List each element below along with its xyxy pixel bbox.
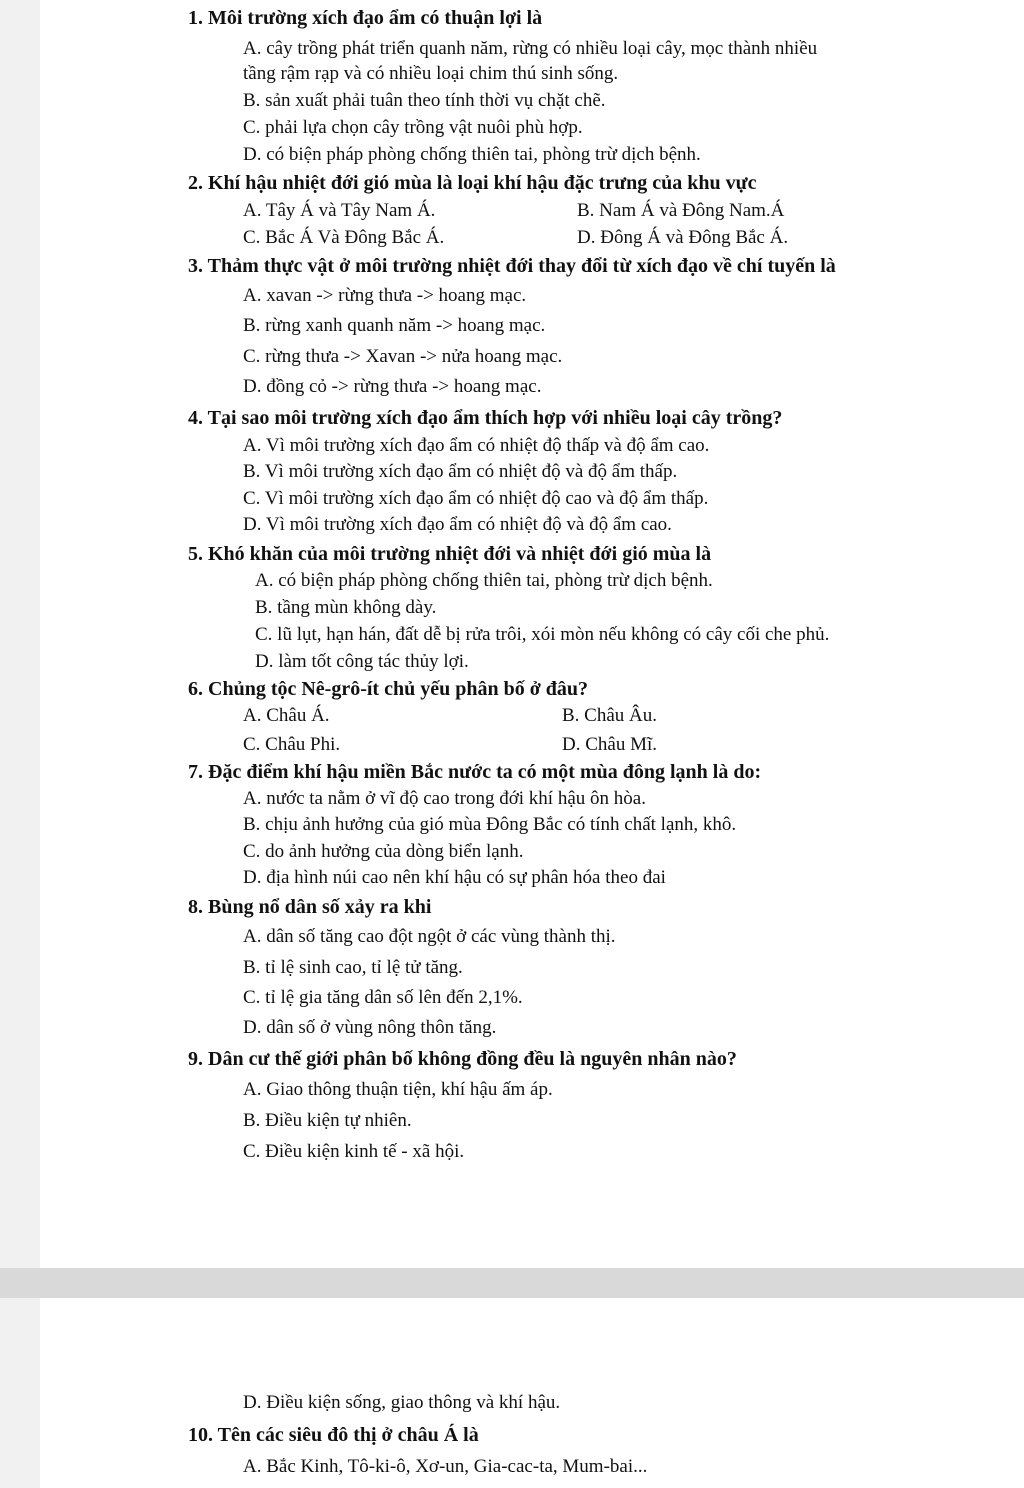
question-5-option-b: B. tầng mùn không dày. bbox=[255, 597, 437, 618]
question-4-option-a: A. Vì môi trường xích đạo ẩm có nhiệt độ thấp và độ ẩm cao. bbox=[243, 435, 710, 456]
question-1-option-d: D. có biện pháp phòng chống thiên tai, phòng trừ dịch bệnh. bbox=[243, 144, 701, 165]
question-8-option-a: A. dân số tăng cao đột ngột ở các vùng thành thị. bbox=[243, 926, 616, 947]
question-2-option-b: B. Nam Á và Đông Nam.Á bbox=[577, 200, 785, 221]
question-5-option-d: D. làm tốt công tác thủy lợi. bbox=[255, 651, 469, 672]
question-2-option-d: D. Đông Á và Đông Bắc Á. bbox=[577, 227, 789, 248]
question-5-title: 5. Khó khăn của môi trường nhiệt đới và nhiệt đới gió mùa là bbox=[188, 543, 712, 565]
question-3-option-c: C. rừng thưa -> Xavan -> nửa hoang mạc. bbox=[243, 346, 563, 367]
question-7-option-b: B. chịu ảnh hưởng của gió mùa Đông Bắc có tính chất lạnh, khô. bbox=[243, 814, 737, 835]
question-8-option-d: D. dân số ở vùng nông thôn tăng. bbox=[243, 1017, 497, 1038]
question-2-option-a: A. Tây Á và Tây Nam Á. bbox=[243, 200, 436, 221]
question-7-option-c: C. do ảnh hưởng của dòng biển lạnh. bbox=[243, 841, 524, 862]
question-8-option-c: C. tỉ lệ gia tăng dân số lên đến 2,1%. bbox=[243, 987, 523, 1008]
question-3-title: 3. Thảm thực vật ở môi trường nhiệt đới thay đổi từ xích đạo về chí tuyến là bbox=[188, 255, 836, 277]
question-4-title: 4. Tại sao môi trường xích đạo ẩm thích hợp với nhiều loại cây trồng? bbox=[188, 407, 783, 429]
question-8-title: 8. Bùng nổ dân số xảy ra khi bbox=[188, 896, 432, 918]
question-4-option-d: D. Vì môi trường xích đạo ẩm có nhiệt độ và độ ẩm cao. bbox=[243, 514, 672, 535]
question-1-title: 1. Môi trường xích đạo ẩm có thuận lợi là bbox=[188, 7, 543, 29]
question-9-option-d: D. Điều kiện sống, giao thông và khí hậu. bbox=[243, 1392, 561, 1413]
question-2-option-c: C. Bắc Á Và Đông Bắc Á. bbox=[243, 227, 445, 248]
question-1-option-b: B. sản xuất phải tuân theo tính thời vụ chặt chẽ. bbox=[243, 90, 606, 111]
question-7-title: 7. Đặc điểm khí hậu miền Bắc nước ta có một mùa đông lạnh là do: bbox=[188, 761, 762, 783]
question-7-option-d: D. địa hình núi cao nên khí hậu có sự phân hóa theo đai bbox=[243, 867, 666, 888]
question-6-option-c: C. Châu Phi. bbox=[243, 734, 341, 755]
question-3-option-b: B. rừng xanh quanh năm -> hoang mạc. bbox=[243, 315, 546, 336]
question-5-option-a: A. có biện pháp phòng chống thiên tai, phòng trừ dịch bệnh. bbox=[255, 570, 713, 591]
page-gap bbox=[0, 1268, 1024, 1298]
question-4-option-c: C. Vì môi trường xích đạo ẩm có nhiệt độ cao và độ ẩm thấp. bbox=[243, 488, 709, 509]
question-1-option-a-cont: tầng rậm rạp và có nhiều loại chim thú sinh sống. bbox=[243, 63, 619, 84]
question-10-option-a: A. Bắc Kinh, Tô-ki-ô, Xơ-un, Gia-cac-ta, Mum-bai... bbox=[243, 1456, 648, 1477]
question-6-title: 6. Chủng tộc Nê-grô-ít chủ yếu phân bố ở đâu? bbox=[188, 678, 589, 700]
question-4-option-b: B. Vì môi trường xích đạo ẩm có nhiệt độ và độ ẩm thấp. bbox=[243, 461, 678, 482]
question-9-option-a: A. Giao thông thuận tiện, khí hậu ấm áp. bbox=[243, 1079, 553, 1100]
question-8-option-b: B. tỉ lệ sinh cao, tỉ lệ tử tăng. bbox=[243, 957, 463, 978]
question-9-option-c: C. Điều kiện kinh tế - xã hội. bbox=[243, 1141, 465, 1162]
question-10-title: 10. Tên các siêu đô thị ở châu Á là bbox=[188, 1424, 479, 1446]
question-2-title: 2. Khí hậu nhiệt đới gió mùa là loại khí hậu đặc trưng của khu vực bbox=[188, 172, 757, 194]
question-6-option-b: B. Châu Âu. bbox=[562, 705, 657, 726]
question-5-option-c: C. lũ lụt, hạn hán, đất dễ bị rửa trôi, xói mòn nếu không có cây cối che phủ. bbox=[255, 624, 830, 645]
question-9-option-b: B. Điều kiện tự nhiên. bbox=[243, 1110, 412, 1131]
question-1-option-a: A. cây trồng phát triển quanh năm, rừng có nhiều loại cây, mọc thành nhiều bbox=[243, 38, 818, 59]
question-6-option-d: D. Châu Mĩ. bbox=[562, 734, 657, 755]
question-6-option-a: A. Châu Á. bbox=[243, 705, 330, 726]
question-3-option-d: D. đồng cỏ -> rừng thưa -> hoang mạc. bbox=[243, 376, 542, 397]
question-3-option-a: A. xavan -> rừng thưa -> hoang mạc. bbox=[243, 285, 527, 306]
question-9-title: 9. Dân cư thế giới phân bố không đồng đều là nguyên nhân nào? bbox=[188, 1048, 737, 1070]
question-7-option-a: A. nước ta nằm ở vĩ độ cao trong đới khí hậu ôn hòa. bbox=[243, 788, 646, 809]
question-1-option-c: C. phải lựa chọn cây trồng vật nuôi phù hợp. bbox=[243, 117, 583, 138]
